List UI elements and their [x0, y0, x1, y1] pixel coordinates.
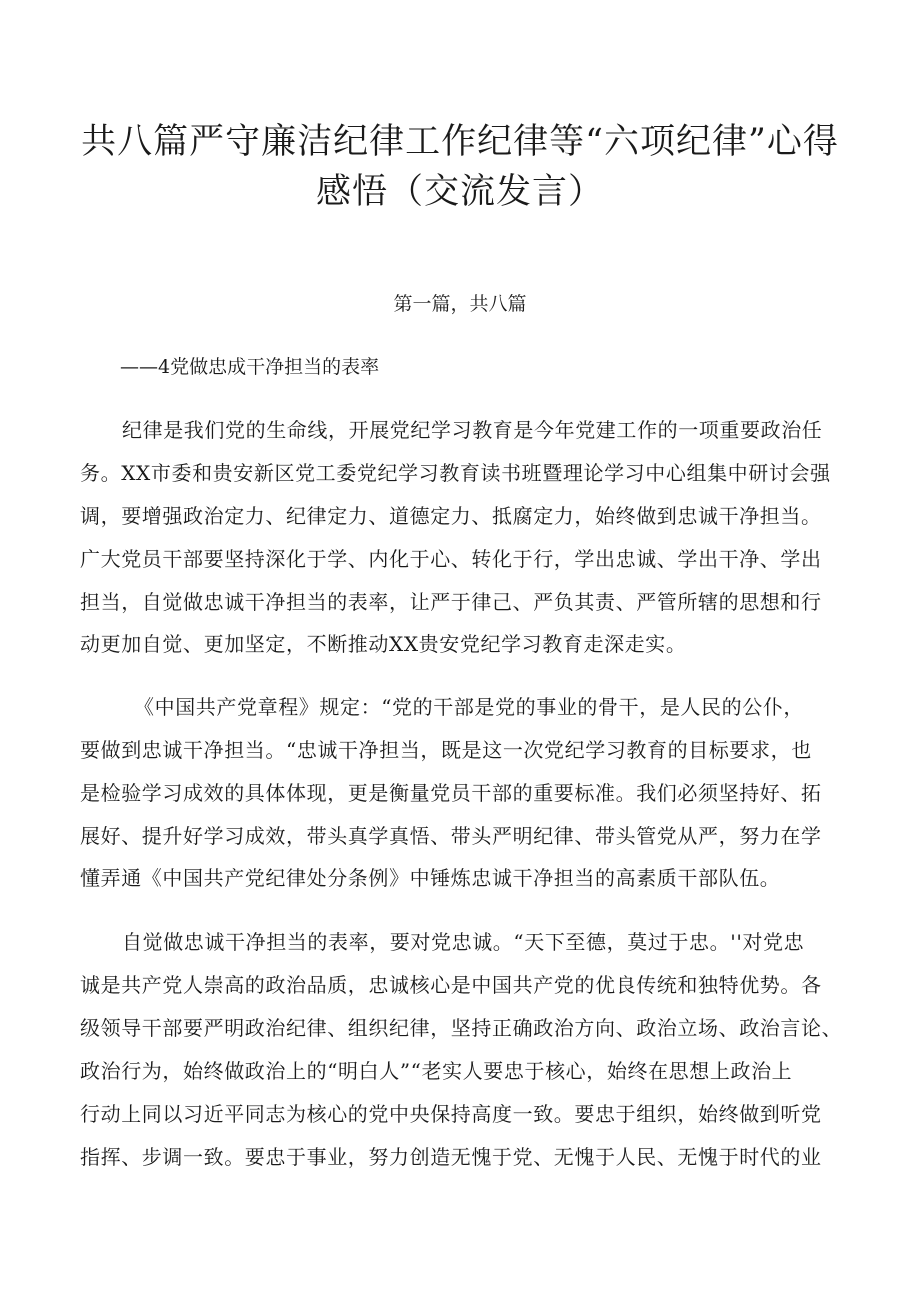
paragraph-3-line-1: 自觉做忠诚干净担当的表率，要对党忠诚。“天下至德，莫过于忠。''对党忠 [122, 930, 805, 954]
part-subtitle: 第一篇，共八篇 [393, 293, 527, 315]
section-heading: ——4党做忠成干净担当的表率 [120, 356, 380, 378]
paragraph-2-line-4: 展好、提升好学习成效，带头真学真悟、带头严明纪律、带头管党从严，努力在学 [80, 824, 822, 848]
paragraph-1-line-2: 务。XX市委和贵安新区党工委党纪学习教育读书班暨理论学习中心组集中研讨会强 [80, 461, 831, 485]
paragraph-3-line-6: 指挥、步调一致。要忠于事业，努力创造无愧于党、无愧于人民、无愧于时代的业 [80, 1145, 822, 1169]
paragraph-2-line-2: 要做到忠诚干净担当。“忠诚干净担当，既是这一次党纪学习教育的目标要求，也 [80, 738, 812, 762]
paragraph-3-line-5: 行动上同以习近平同志为核心的党中央保持高度一致。要忠于组织，始终做到听党 [80, 1102, 822, 1126]
document-title-line-1: 共八篇严守廉洁纪律工作纪律等“六项纪律”心得 [81, 122, 839, 162]
paragraph-1-line-4: 广大党员干部要坚持深化于学、内化于心、转化于行，学出忠诚、学出干净、学出 [80, 547, 822, 571]
paragraph-1-line-6: 动更加自觉、更加坚定，不断推动XX贵安党纪学习教育走深走实。 [80, 632, 687, 656]
paragraph-2-line-3: 是检验学习成效的具体体现，更是衡量党员干部的重要标准。我们必须坚持好、拓 [80, 781, 822, 805]
document-title-line-2: 感悟（交流发言） [315, 172, 604, 212]
paragraph-1-line-1: 纪律是我们党的生命线，开展党纪学习教育是今年党建工作的一项重要政治任 [122, 418, 823, 442]
paragraph-2-line-5: 懂弄通《中国共产党纪律处分条例》中锤炼忠诚干净担当的高素质干部队伍。 [80, 866, 781, 890]
paragraph-3-line-4: 政治行为，始终做政治上的“明白人”“老实人要忠于核心，始终在思想上政治上 [80, 1059, 793, 1083]
paragraph-3-line-2: 诚是共产党人崇高的政治品质，忠诚核心是中国共产党的优良传统和独特优势。各 [80, 973, 822, 997]
paragraph-3-line-3: 级领导干部要严明政治纪律、组织纪律，坚持正确政治方向、政治立场、政治言论、 [80, 1016, 843, 1040]
paragraph-2-line-1: 《中国共产党章程》规定：“党的干部是党的事业的骨干，是人民的公仆， [134, 695, 805, 719]
paragraph-1-line-3: 调，要增强政治定力、纪律定力、道德定力、抵腐定力，始终做到忠诚干净担当。 [80, 504, 822, 528]
paragraph-1-line-5: 担当，自觉做忠诚干净担当的表率，让严于律己、严负其责、严管所辖的思想和行 [80, 590, 822, 614]
